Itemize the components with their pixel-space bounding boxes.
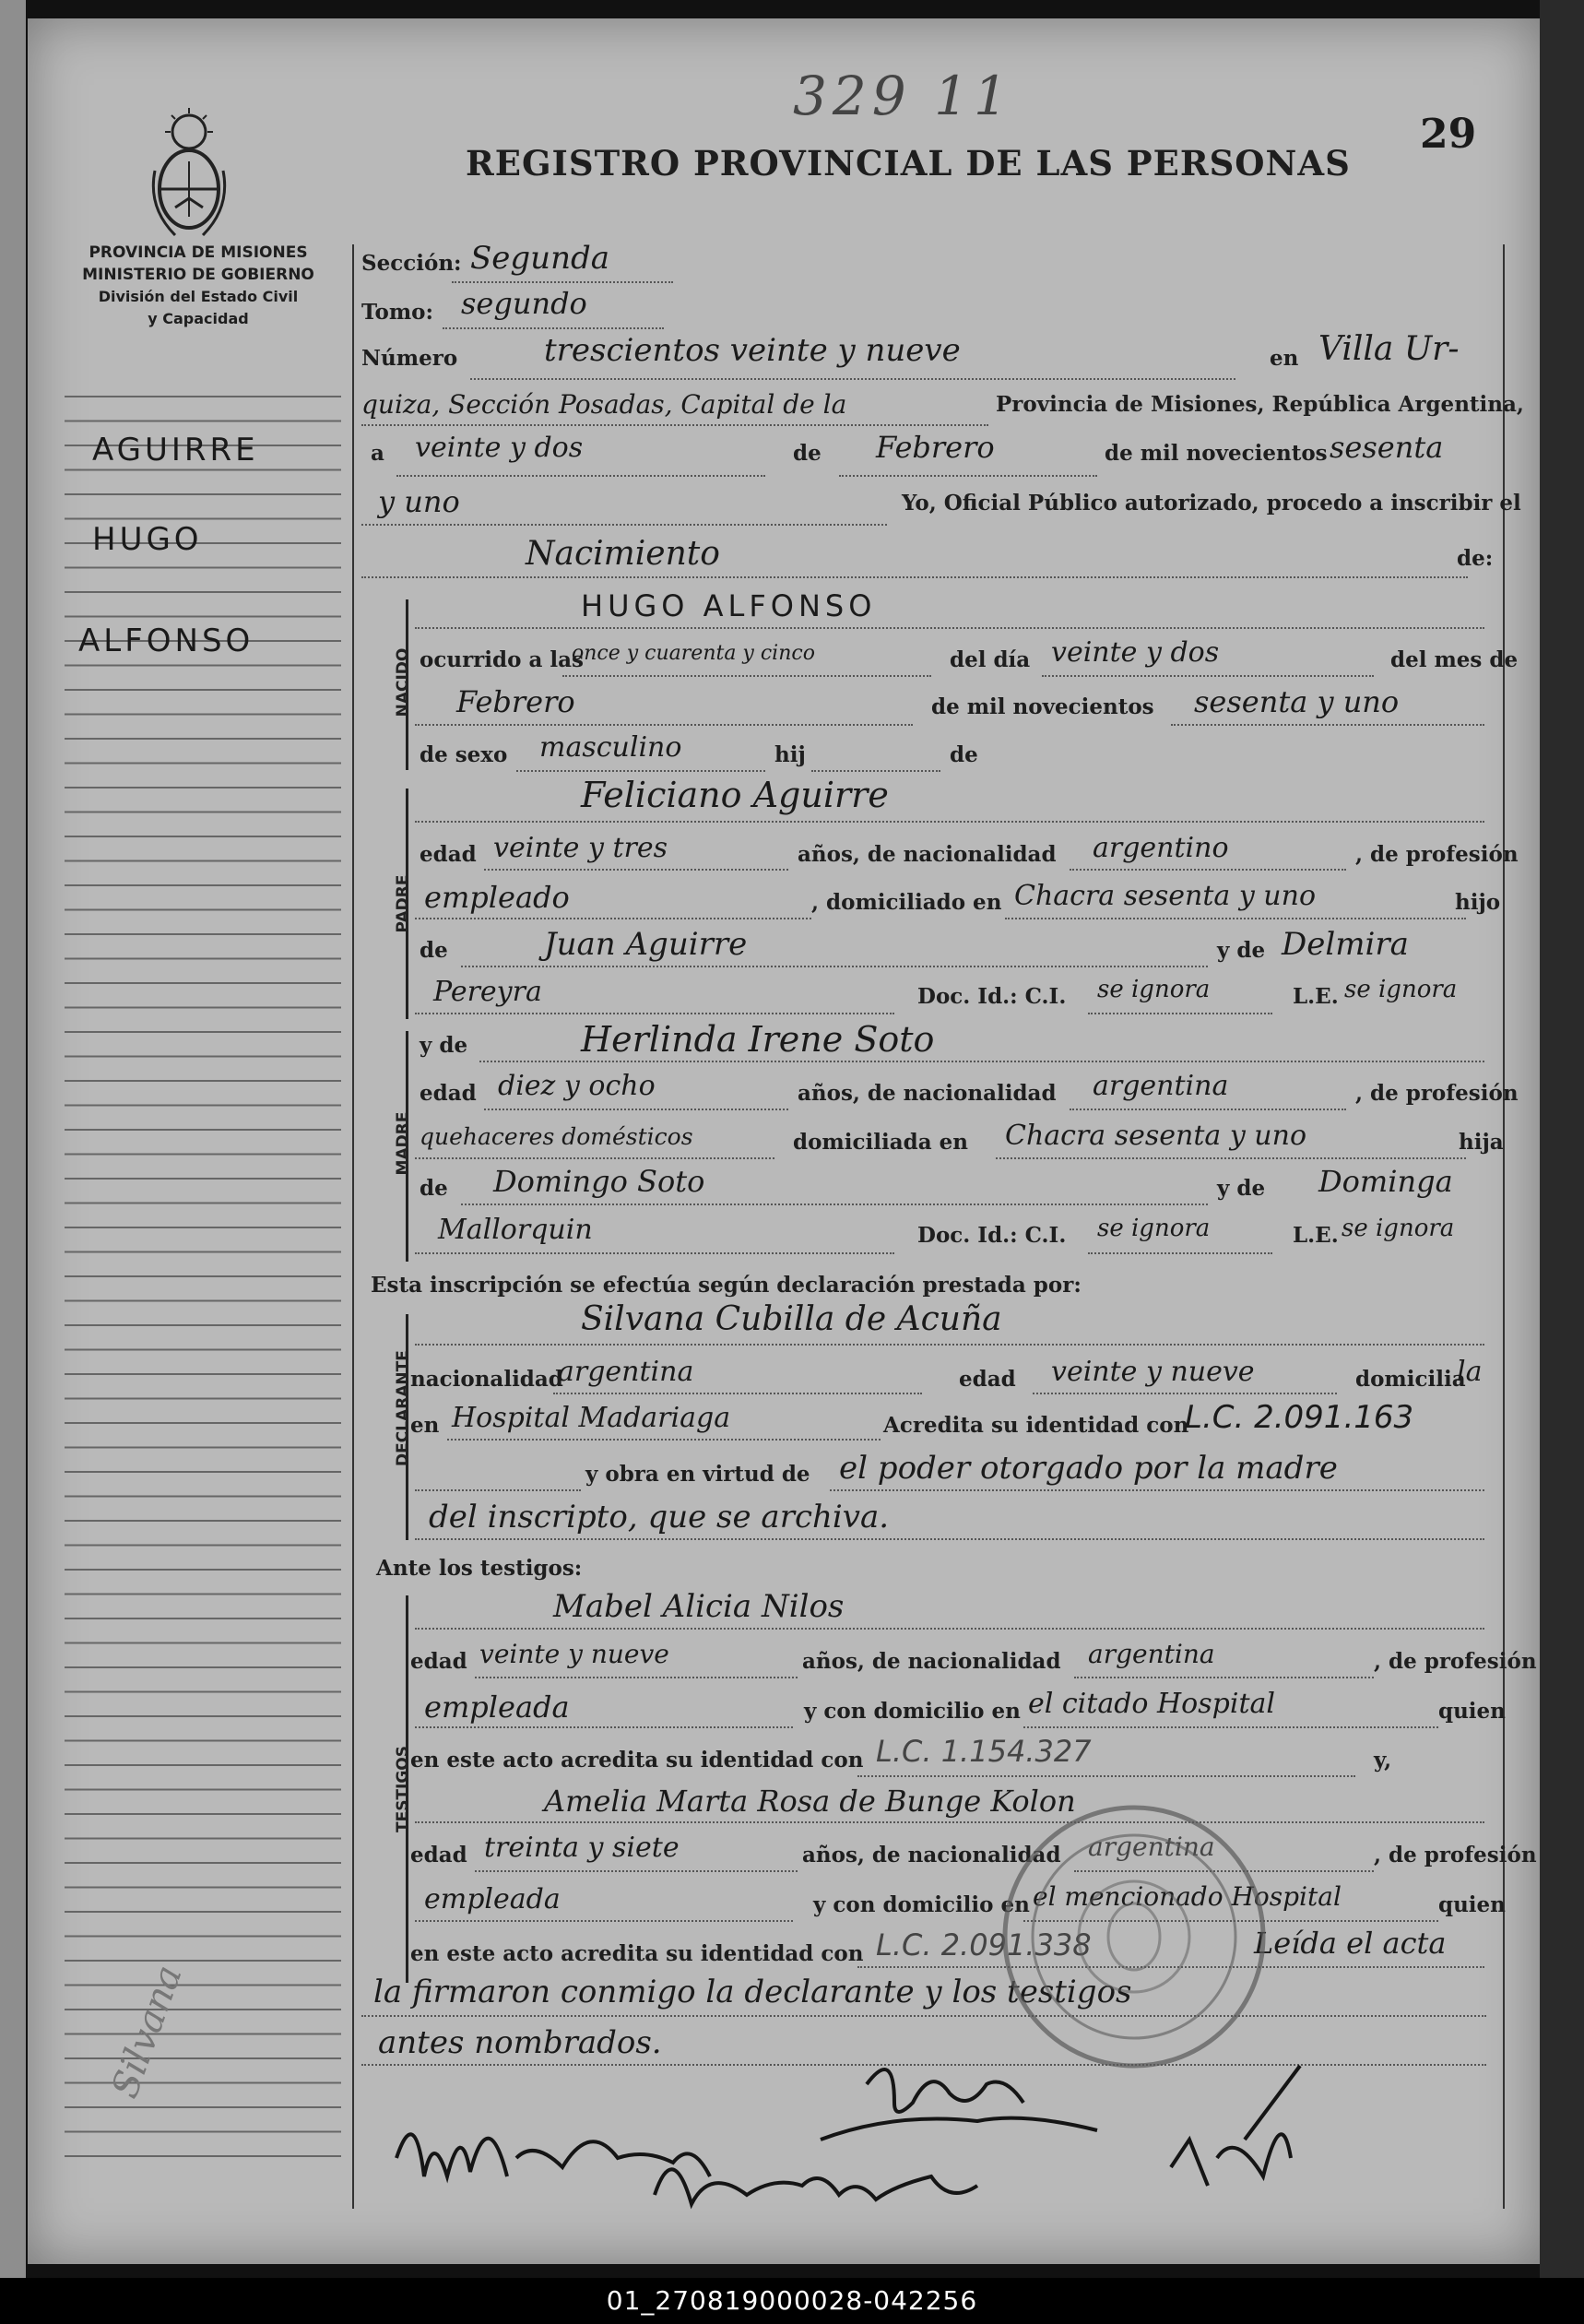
padre-prof-value: empleado (424, 880, 570, 915)
provincia-label: Provincia de Misiones, República Argentina, (996, 392, 1524, 417)
madre-name-line (479, 1061, 1484, 1062)
t2-nac-value: argentina (1088, 1832, 1215, 1862)
madre-nac-value: argentina (1093, 1070, 1229, 1102)
document-number: 329 11 (793, 65, 1013, 127)
acto-value: Nacimiento (526, 535, 720, 573)
madre-le-label: L.E. (1293, 1223, 1339, 1248)
anio2-line (361, 524, 887, 526)
tomo-label: Tomo: (361, 300, 433, 325)
fecha-dia-value: veinte y dos (415, 432, 584, 464)
t1-quien-label: quien (1438, 1699, 1506, 1724)
testigo1-name-line (415, 1628, 1484, 1630)
abuelo-mat-line (461, 1204, 1208, 1205)
declaracion-label: Esta inscripción se efectúa según declaración prestada por: (371, 1273, 1082, 1298)
nacido-name-value: HUGO ALFONSO (581, 588, 877, 623)
del-mes-label: del mes de (1390, 647, 1519, 672)
padre-edad-label: edad (420, 842, 477, 867)
seccion-line (452, 281, 673, 283)
hora-line (562, 675, 931, 677)
leida-value: Leída el acta (1254, 1926, 1447, 1961)
anio-nac-line (1171, 724, 1484, 726)
declarante-name-value: Silvana Cubilla de Acuña (581, 1300, 1002, 1338)
padre-name-value: Feliciano Aguirre (581, 775, 889, 815)
margin-pencil-note: Silvana (103, 1960, 191, 2104)
fecha-anio2-value: y uno (378, 484, 460, 519)
dia-nac-value: veinte y dos (1051, 636, 1220, 669)
dia-nac-line (1042, 675, 1374, 677)
madre-nac-line (1070, 1109, 1346, 1110)
madre-prof-value: quehaceres domésticos (420, 1123, 693, 1150)
fecha-de-label: de (793, 441, 822, 466)
madre-prof-label: , de profesión (1355, 1081, 1519, 1106)
testigo2-name-line (415, 1821, 1484, 1823)
issuer-block (65, 242, 332, 330)
madre-doc-label: Doc. Id.: C.I. (917, 1223, 1067, 1248)
declarante-label: DECLARANTE (394, 1350, 412, 1466)
en-label: en (1270, 346, 1299, 371)
abuela-mat-value: Dominga (1318, 1164, 1453, 1199)
t1-doc-line (857, 1775, 1355, 1777)
madre-name-value: Herlinda Irene Soto (581, 1019, 935, 1060)
padre-label: PADRE (394, 874, 412, 933)
ante-testigos-label: Ante los testigos: (376, 1556, 583, 1581)
tomo-value: segundo (461, 286, 587, 321)
fecha-anio-value: sesenta (1330, 430, 1444, 465)
left-page-edge (0, 0, 26, 2278)
t1-dom-value: el citado Hospital (1028, 1688, 1275, 1720)
decl-nac-line (553, 1393, 922, 1394)
t2-dom-value: el mencionado Hospital (1033, 1881, 1342, 1912)
madre-de-label: de (420, 1176, 448, 1201)
padre-nac-label: años, de nacionalidad (798, 842, 1057, 867)
abuelo-pat-line (461, 966, 1208, 967)
t1-edad-line (475, 1677, 798, 1678)
anio-nac-value: sesenta y uno (1194, 684, 1400, 719)
de-colon-label: de: (1457, 546, 1494, 571)
hij-label: hij (774, 742, 806, 767)
decl-dom2-line (447, 1439, 881, 1441)
abuela-pat2-value: Pereyra (433, 976, 542, 1008)
madre-le-value: se ignora (1342, 1215, 1455, 1242)
decl-obra-label: y obra en virtud de (585, 1462, 810, 1487)
madre-hija-label: hija (1459, 1130, 1504, 1155)
hora-value: once y cuarenta y cinco (572, 642, 815, 665)
tomo-line (443, 327, 664, 329)
lugar-value: Villa Ur- (1318, 330, 1460, 368)
fecha-mes-value: Febrero (876, 430, 995, 465)
padre-name-line (415, 821, 1484, 823)
fecha-dia-line (396, 475, 765, 477)
t2-nac-label: años, de nacionalidad (802, 1843, 1061, 1868)
nacido-name-line (415, 627, 1484, 629)
padre-nac-value: argentino (1093, 832, 1229, 864)
madre-y-de-label: y de (420, 1033, 468, 1058)
t2-edad-value: treinta y siete (484, 1832, 680, 1864)
padre-ci-value: se ignora (1097, 976, 1211, 1003)
abuela-mat2-line (415, 1252, 894, 1254)
decl-dom2-value: Hospital Madariaga (452, 1402, 731, 1434)
issuer-division: División del Estado Civil (98, 288, 299, 305)
t2-dom-label: y con domicilio en (813, 1892, 1030, 1917)
padre-prof-line (415, 918, 811, 919)
madre-dom-value: Chacra sesenta y uno (1005, 1120, 1307, 1152)
t2-prof-value: empleada (424, 1883, 561, 1915)
de-mil2-label: de mil novecientos (931, 694, 1154, 719)
t2-acredita-label: en este acto acredita su identidad con (410, 1941, 864, 1966)
hij-de-label: de (950, 742, 978, 767)
lugar-continuation: quiza, Sección Posadas, Capital de la (361, 389, 847, 420)
padre-edad-value: veinte y tres (493, 832, 668, 864)
t1-prof-line (415, 1726, 793, 1728)
padre-prof-label: , de profesión (1355, 842, 1519, 867)
decl-obra-line (830, 1489, 1484, 1491)
madre-edad-label: edad (420, 1081, 477, 1106)
sexo-value: masculino (539, 731, 682, 764)
de-mil-label: de mil novecientos (1105, 441, 1328, 466)
oficial-label: Yo, Oficial Público autorizado, procedo a inscribir el (902, 491, 1521, 516)
sexo-line (516, 770, 765, 772)
margin-second-name: ALFONSO (78, 622, 254, 659)
numero-value: trescientos veinte y nueve (544, 332, 961, 369)
seccion-value: Segunda (470, 240, 610, 277)
padre-hijo-label: hijo (1455, 890, 1501, 915)
decl-domicilia-label: domicilia (1355, 1367, 1466, 1392)
madre-dom-label: domiciliada en (793, 1130, 968, 1155)
madre-nac-label: años, de nacionalidad (798, 1081, 1057, 1106)
t1-nac-label: años, de nacionalidad (802, 1649, 1061, 1674)
padre-doc-label: Doc. Id.: C.I. (917, 984, 1067, 1009)
image-id-text: 01_270819000028-042256 (606, 2285, 978, 2316)
body-left-border (352, 244, 354, 2209)
padre-dom-label: , domiciliado en (811, 890, 1002, 915)
padre-y-de-label: y de (1217, 938, 1266, 963)
fecha-mes-line (839, 475, 1097, 477)
nacido-label: NACIDO (394, 647, 412, 717)
issuer-capacity: y Capacidad (148, 310, 249, 327)
lugar2-line (361, 424, 988, 426)
t1-edad-label: edad (410, 1649, 467, 1674)
abuelo-pat-value: Juan Aguirre (544, 926, 748, 963)
padre-le-value: se ignora (1344, 976, 1458, 1003)
abuela-pat-value: Delmira (1282, 926, 1409, 963)
hij-line (811, 770, 940, 772)
t2-prof-line (415, 1920, 793, 1922)
t2-doc-value: L.C. 2.091.338 (876, 1927, 1092, 1962)
madre-edad-line (484, 1109, 788, 1110)
decl-edad-label: edad (959, 1367, 1016, 1392)
madre-edad-value: diez y ocho (498, 1070, 656, 1102)
padre-de-label: de (420, 938, 448, 963)
a-label: a (371, 441, 384, 466)
declarante-name-line (415, 1344, 1484, 1346)
margin-surname: AGUIRRE (92, 432, 259, 468)
t1-edad-value: veinte y nueve (479, 1639, 669, 1669)
decl-nac-label: nacionalidad (410, 1367, 563, 1392)
decl-nac-value: argentina (558, 1356, 694, 1388)
madre-y-de2-label: y de (1217, 1176, 1266, 1201)
t1-nac-value: argentina (1088, 1639, 1215, 1669)
sexo-label: de sexo (420, 742, 508, 767)
decl-obra-value: el poder otorgado por la madre (839, 1450, 1338, 1487)
abuela-mat2-value: Mallorquin (438, 1214, 593, 1246)
numero-label: Número (361, 346, 458, 371)
t1-dom-line (1023, 1726, 1438, 1728)
decl-doc-value: L.C. 2.091.163 (1185, 1399, 1414, 1436)
decl-obra2-line (415, 1538, 1484, 1540)
margin-first-name: HUGO (92, 521, 203, 558)
right-binding-edge (1540, 0, 1584, 2278)
t1-prof-value: empleada (424, 1690, 570, 1725)
t1-acredita-label: en este acto acredita su identidad con (410, 1748, 864, 1773)
decl-dom-value: la (1457, 1356, 1483, 1388)
official-seal-stamp (996, 1798, 1272, 2075)
folio-number: 29 (1420, 111, 1477, 158)
signatures (378, 2047, 1392, 2232)
madre-prof-line (415, 1157, 774, 1159)
cierre-line1 (361, 2015, 1486, 2017)
t2-prof-label: , de profesión (1374, 1843, 1537, 1868)
t1-doc-value: L.C. 1.154.327 (876, 1734, 1092, 1769)
decl-obra2-value: del inscripto, que se archiva. (429, 1499, 890, 1536)
madre-ci-value: se ignora (1097, 1215, 1211, 1242)
decl-obra-line-pre (415, 1489, 581, 1491)
image-id-bar (0, 2278, 1584, 2324)
cierre-line1-value: la firmaron conmigo la declarante y los testigos (373, 1974, 1132, 2010)
t2-edad-label: edad (410, 1843, 467, 1868)
ocurrido-label: ocurrido a las (420, 647, 584, 672)
madre-label: MADRE (394, 1111, 412, 1176)
abuela-pat2-line (415, 1013, 894, 1014)
padre-nac-line (1070, 869, 1346, 871)
decl-edad-line (1033, 1393, 1337, 1394)
testigo1-name-value: Mabel Alicia Nilos (553, 1588, 845, 1625)
acto-line (361, 576, 1468, 578)
del-dia-label: del día (950, 647, 1031, 672)
coat-of-arms-emblem (148, 106, 231, 244)
padre-dom-line (1005, 918, 1466, 919)
decl-edad-value: veinte y nueve (1051, 1356, 1255, 1388)
padre-ci-line (1088, 1013, 1272, 1014)
padre-dom-value: Chacra sesenta y uno (1014, 880, 1317, 912)
t1-dom-label: y con domicilio en (804, 1699, 1021, 1724)
madre-ci-line (1088, 1252, 1272, 1254)
issuer-province: PROVINCIA DE MISIONES (89, 243, 308, 262)
t2-quien-label: quien (1438, 1892, 1506, 1917)
t2-edad-line (475, 1870, 798, 1872)
register-sheet (28, 18, 1540, 2264)
padre-le-label: L.E. (1293, 984, 1339, 1009)
testigos-label: TESTIGOS (394, 1745, 412, 1833)
abuelo-mat-value: Domingo Soto (493, 1164, 705, 1199)
t1-y-label: y, (1374, 1748, 1392, 1773)
register-title: REGISTRO PROVINCIAL DE LAS PERSONAS (466, 143, 1351, 184)
t1-nac-line (1074, 1677, 1374, 1678)
seccion-label: Sección: (361, 251, 462, 276)
mes-nac-line (415, 724, 913, 726)
numero-line (470, 378, 1235, 380)
t1-prof-label: , de profesión (1374, 1649, 1537, 1674)
padre-edad-line (484, 869, 788, 871)
testigo2-name-value: Amelia Marta Rosa de Bunge Kolon (544, 1784, 1076, 1819)
mes-nac-value: Febrero (456, 684, 575, 719)
decl-en-label: en (410, 1413, 440, 1438)
decl-acredita-label: Acredita su identidad con (883, 1413, 1189, 1438)
cierre-line2-value: antes nombrados. (378, 2024, 662, 2061)
madre-dom-line (996, 1157, 1466, 1159)
issuer-ministry: MINISTERIO DE GOBIERNO (82, 266, 314, 284)
